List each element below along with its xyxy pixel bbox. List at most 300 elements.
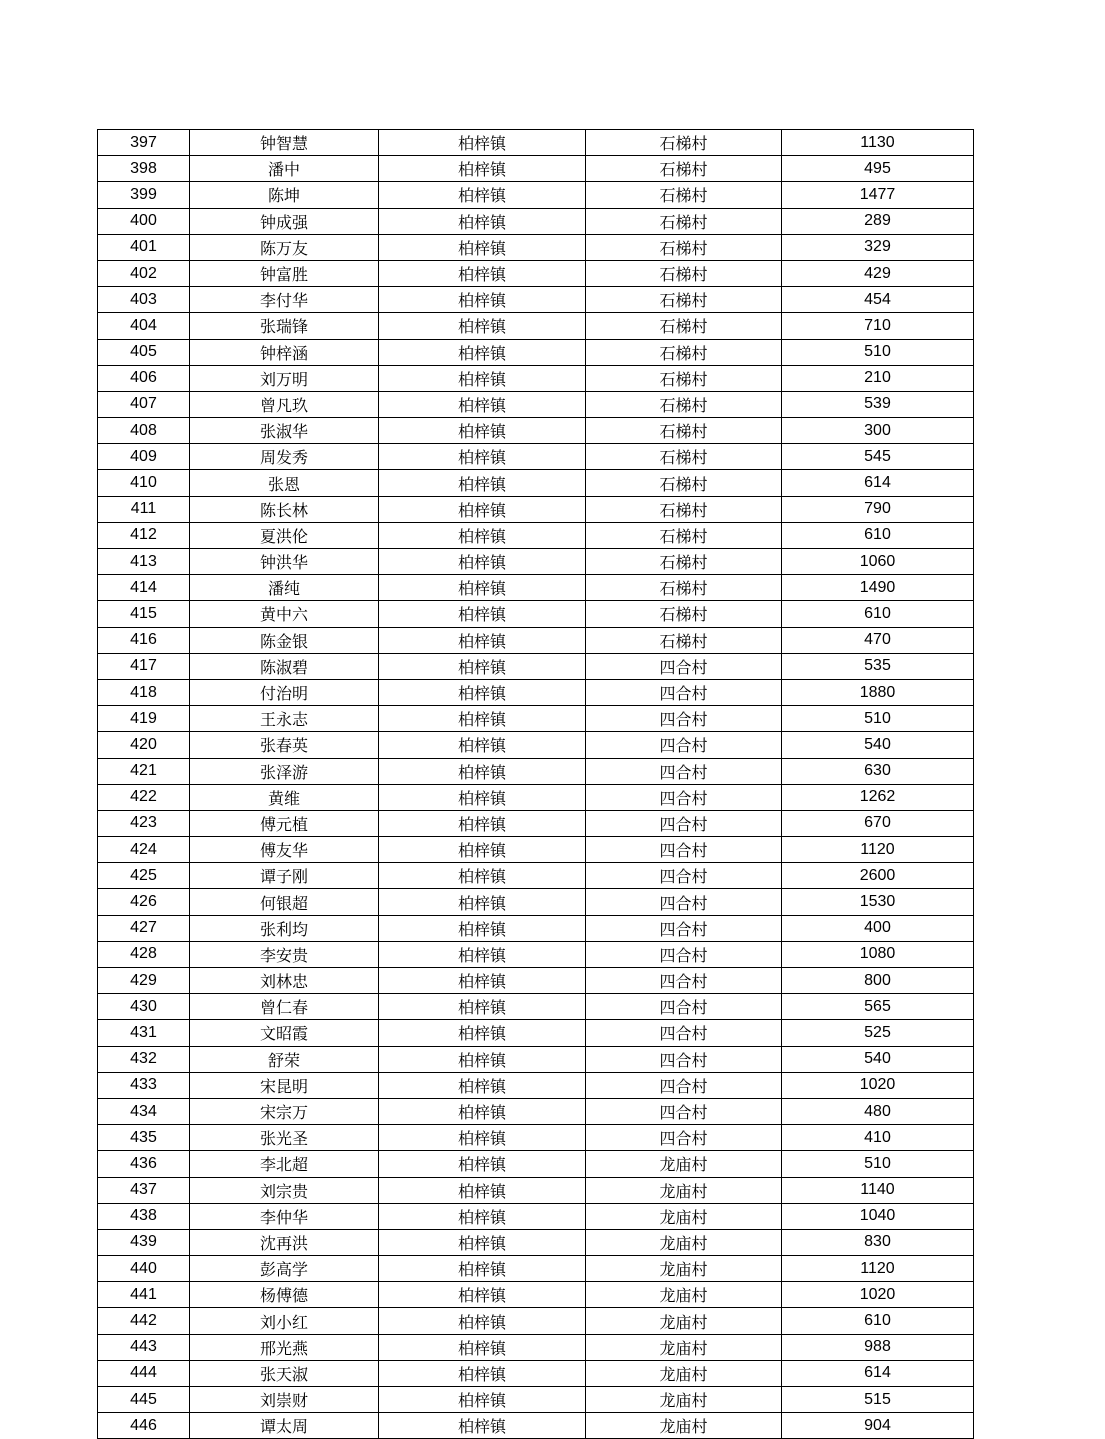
town-cell: 柏梓镇 xyxy=(379,260,586,286)
amount-cell: 1130 xyxy=(782,130,974,156)
table-row xyxy=(98,418,974,444)
village-cell: 龙庙村 xyxy=(586,1308,782,1334)
amount-cell: 1490 xyxy=(782,575,974,601)
village-cell: 四合村 xyxy=(586,1125,782,1151)
name-cell: 张天淑 xyxy=(190,1360,379,1386)
name-cell: 陈金银 xyxy=(190,627,379,653)
village-cell: 四合村 xyxy=(586,1098,782,1124)
village-cell: 四合村 xyxy=(586,915,782,941)
village-cell: 石梯村 xyxy=(586,391,782,417)
town-cell: 柏梓镇 xyxy=(379,810,586,836)
amount-cell: 289 xyxy=(782,208,974,234)
row-number-cell: 415 xyxy=(98,601,190,627)
amount-cell: 610 xyxy=(782,1308,974,1334)
table-row xyxy=(98,1360,974,1386)
name-cell: 刘宗贵 xyxy=(190,1177,379,1203)
village-cell: 石梯村 xyxy=(586,339,782,365)
data-table xyxy=(97,129,974,1439)
name-cell: 张淑华 xyxy=(190,418,379,444)
town-cell: 柏梓镇 xyxy=(379,234,586,260)
town-cell: 柏梓镇 xyxy=(379,287,586,313)
name-cell: 刘崇财 xyxy=(190,1387,379,1413)
amount-cell: 565 xyxy=(782,994,974,1020)
town-cell: 柏梓镇 xyxy=(379,1177,586,1203)
village-cell: 石梯村 xyxy=(586,549,782,575)
row-number-cell: 398 xyxy=(98,156,190,182)
name-cell: 傅元植 xyxy=(190,810,379,836)
amount-cell: 830 xyxy=(782,1229,974,1255)
table-row xyxy=(98,1151,974,1177)
row-number-cell: 413 xyxy=(98,549,190,575)
row-number-cell: 410 xyxy=(98,470,190,496)
town-cell: 柏梓镇 xyxy=(379,418,586,444)
town-cell: 柏梓镇 xyxy=(379,941,586,967)
row-number-cell: 399 xyxy=(98,182,190,208)
town-cell: 柏梓镇 xyxy=(379,496,586,522)
village-cell: 石梯村 xyxy=(586,287,782,313)
town-cell: 柏梓镇 xyxy=(379,391,586,417)
amount-cell: 510 xyxy=(782,706,974,732)
village-cell: 石梯村 xyxy=(586,156,782,182)
village-cell: 石梯村 xyxy=(586,260,782,286)
town-cell: 柏梓镇 xyxy=(379,1098,586,1124)
village-cell: 龙庙村 xyxy=(586,1282,782,1308)
village-cell: 石梯村 xyxy=(586,627,782,653)
name-cell: 陈坤 xyxy=(190,182,379,208)
row-number-cell: 403 xyxy=(98,287,190,313)
table-row xyxy=(98,496,974,522)
town-cell: 柏梓镇 xyxy=(379,863,586,889)
village-cell: 龙庙村 xyxy=(586,1203,782,1229)
village-cell: 石梯村 xyxy=(586,130,782,156)
row-number-cell: 421 xyxy=(98,758,190,784)
amount-cell: 540 xyxy=(782,732,974,758)
village-cell: 石梯村 xyxy=(586,601,782,627)
amount-cell: 710 xyxy=(782,313,974,339)
table-row xyxy=(98,130,974,156)
name-cell: 陈长林 xyxy=(190,496,379,522)
table-row xyxy=(98,1334,974,1360)
name-cell: 潘纯 xyxy=(190,575,379,601)
village-cell: 石梯村 xyxy=(586,208,782,234)
row-number-cell: 418 xyxy=(98,679,190,705)
row-number-cell: 409 xyxy=(98,444,190,470)
table-row xyxy=(98,208,974,234)
row-number-cell: 445 xyxy=(98,1387,190,1413)
name-cell: 周发秀 xyxy=(190,444,379,470)
row-number-cell: 425 xyxy=(98,863,190,889)
town-cell: 柏梓镇 xyxy=(379,208,586,234)
town-cell: 柏梓镇 xyxy=(379,1125,586,1151)
amount-cell: 545 xyxy=(782,444,974,470)
village-cell: 四合村 xyxy=(586,706,782,732)
amount-cell: 988 xyxy=(782,1334,974,1360)
amount-cell: 429 xyxy=(782,260,974,286)
village-cell: 石梯村 xyxy=(586,470,782,496)
village-cell: 四合村 xyxy=(586,758,782,784)
table-row xyxy=(98,627,974,653)
town-cell: 柏梓镇 xyxy=(379,627,586,653)
row-number-cell: 431 xyxy=(98,1020,190,1046)
name-cell: 谭太周 xyxy=(190,1413,379,1439)
name-cell: 钟智慧 xyxy=(190,130,379,156)
amount-cell: 904 xyxy=(782,1413,974,1439)
amount-cell: 454 xyxy=(782,287,974,313)
amount-cell: 800 xyxy=(782,968,974,994)
row-number-cell: 414 xyxy=(98,575,190,601)
name-cell: 张利均 xyxy=(190,915,379,941)
town-cell: 柏梓镇 xyxy=(379,889,586,915)
table-row xyxy=(98,1413,974,1439)
table-row xyxy=(98,1229,974,1255)
amount-cell: 480 xyxy=(782,1098,974,1124)
table-row xyxy=(98,653,974,679)
table-row xyxy=(98,1387,974,1413)
amount-cell: 535 xyxy=(782,653,974,679)
amount-cell: 614 xyxy=(782,1360,974,1386)
table-row xyxy=(98,941,974,967)
town-cell: 柏梓镇 xyxy=(379,994,586,1020)
row-number-cell: 406 xyxy=(98,365,190,391)
amount-cell: 1120 xyxy=(782,837,974,863)
amount-cell: 610 xyxy=(782,601,974,627)
town-cell: 柏梓镇 xyxy=(379,968,586,994)
name-cell: 付治明 xyxy=(190,679,379,705)
amount-cell: 1060 xyxy=(782,549,974,575)
amount-cell: 300 xyxy=(782,418,974,444)
amount-cell: 1020 xyxy=(782,1072,974,1098)
row-number-cell: 417 xyxy=(98,653,190,679)
amount-cell: 329 xyxy=(782,234,974,260)
name-cell: 张春英 xyxy=(190,732,379,758)
row-number-cell: 441 xyxy=(98,1282,190,1308)
town-cell: 柏梓镇 xyxy=(379,1308,586,1334)
row-number-cell: 424 xyxy=(98,837,190,863)
row-number-cell: 419 xyxy=(98,706,190,732)
name-cell: 刘小红 xyxy=(190,1308,379,1334)
table-row xyxy=(98,994,974,1020)
name-cell: 李安贵 xyxy=(190,941,379,967)
town-cell: 柏梓镇 xyxy=(379,130,586,156)
table-row xyxy=(98,732,974,758)
town-cell: 柏梓镇 xyxy=(379,1256,586,1282)
row-number-cell: 444 xyxy=(98,1360,190,1386)
name-cell: 邢光燕 xyxy=(190,1334,379,1360)
village-cell: 四合村 xyxy=(586,889,782,915)
row-number-cell: 432 xyxy=(98,1046,190,1072)
name-cell: 何银超 xyxy=(190,889,379,915)
table-row xyxy=(98,1282,974,1308)
village-cell: 四合村 xyxy=(586,653,782,679)
name-cell: 张瑞锋 xyxy=(190,313,379,339)
name-cell: 文昭霞 xyxy=(190,1020,379,1046)
name-cell: 钟梓涵 xyxy=(190,339,379,365)
town-cell: 柏梓镇 xyxy=(379,732,586,758)
amount-cell: 610 xyxy=(782,522,974,548)
town-cell: 柏梓镇 xyxy=(379,549,586,575)
village-cell: 四合村 xyxy=(586,863,782,889)
table-row xyxy=(98,1046,974,1072)
village-cell: 石梯村 xyxy=(586,496,782,522)
amount-cell: 670 xyxy=(782,810,974,836)
village-cell: 四合村 xyxy=(586,1072,782,1098)
village-cell: 龙庙村 xyxy=(586,1387,782,1413)
table-row xyxy=(98,470,974,496)
amount-cell: 515 xyxy=(782,1387,974,1413)
name-cell: 潘中 xyxy=(190,156,379,182)
row-number-cell: 400 xyxy=(98,208,190,234)
amount-cell: 210 xyxy=(782,365,974,391)
table-row xyxy=(98,810,974,836)
village-cell: 四合村 xyxy=(586,679,782,705)
row-number-cell: 439 xyxy=(98,1229,190,1255)
town-cell: 柏梓镇 xyxy=(379,339,586,365)
row-number-cell: 420 xyxy=(98,732,190,758)
amount-cell: 400 xyxy=(782,915,974,941)
table-row xyxy=(98,287,974,313)
name-cell: 宋宗万 xyxy=(190,1098,379,1124)
village-cell: 四合村 xyxy=(586,1020,782,1046)
amount-cell: 495 xyxy=(782,156,974,182)
village-cell: 四合村 xyxy=(586,732,782,758)
table-row xyxy=(98,1125,974,1151)
name-cell: 钟成强 xyxy=(190,208,379,234)
row-number-cell: 446 xyxy=(98,1413,190,1439)
row-number-cell: 412 xyxy=(98,522,190,548)
table-row xyxy=(98,365,974,391)
row-number-cell: 407 xyxy=(98,391,190,417)
row-number-cell: 397 xyxy=(98,130,190,156)
name-cell: 曾凡玖 xyxy=(190,391,379,417)
table-row xyxy=(98,156,974,182)
name-cell: 李付华 xyxy=(190,287,379,313)
village-cell: 石梯村 xyxy=(586,575,782,601)
name-cell: 刘万明 xyxy=(190,365,379,391)
village-cell: 四合村 xyxy=(586,784,782,810)
village-cell: 龙庙村 xyxy=(586,1229,782,1255)
table-row xyxy=(98,706,974,732)
name-cell: 陈万友 xyxy=(190,234,379,260)
row-number-cell: 434 xyxy=(98,1098,190,1124)
row-number-cell: 402 xyxy=(98,260,190,286)
town-cell: 柏梓镇 xyxy=(379,156,586,182)
table-row xyxy=(98,758,974,784)
village-cell: 四合村 xyxy=(586,968,782,994)
table-row xyxy=(98,313,974,339)
village-cell: 四合村 xyxy=(586,837,782,863)
village-cell: 龙庙村 xyxy=(586,1413,782,1439)
name-cell: 傅友华 xyxy=(190,837,379,863)
town-cell: 柏梓镇 xyxy=(379,1334,586,1360)
row-number-cell: 404 xyxy=(98,313,190,339)
row-number-cell: 442 xyxy=(98,1308,190,1334)
table-body xyxy=(98,130,974,1439)
town-cell: 柏梓镇 xyxy=(379,182,586,208)
amount-cell: 539 xyxy=(782,391,974,417)
amount-cell: 1040 xyxy=(782,1203,974,1229)
table-row xyxy=(98,968,974,994)
row-number-cell: 426 xyxy=(98,889,190,915)
town-cell: 柏梓镇 xyxy=(379,1046,586,1072)
name-cell: 曾仁春 xyxy=(190,994,379,1020)
town-cell: 柏梓镇 xyxy=(379,575,586,601)
row-number-cell: 428 xyxy=(98,941,190,967)
amount-cell: 510 xyxy=(782,339,974,365)
table-row xyxy=(98,444,974,470)
town-cell: 柏梓镇 xyxy=(379,522,586,548)
town-cell: 柏梓镇 xyxy=(379,837,586,863)
row-number-cell: 429 xyxy=(98,968,190,994)
name-cell: 陈淑碧 xyxy=(190,653,379,679)
name-cell: 彭高学 xyxy=(190,1256,379,1282)
amount-cell: 410 xyxy=(782,1125,974,1151)
town-cell: 柏梓镇 xyxy=(379,784,586,810)
amount-cell: 2600 xyxy=(782,863,974,889)
amount-cell: 614 xyxy=(782,470,974,496)
name-cell: 舒荣 xyxy=(190,1046,379,1072)
village-cell: 石梯村 xyxy=(586,418,782,444)
amount-cell: 470 xyxy=(782,627,974,653)
row-number-cell: 437 xyxy=(98,1177,190,1203)
town-cell: 柏梓镇 xyxy=(379,313,586,339)
amount-cell: 1530 xyxy=(782,889,974,915)
table-row xyxy=(98,339,974,365)
row-number-cell: 430 xyxy=(98,994,190,1020)
row-number-cell: 408 xyxy=(98,418,190,444)
town-cell: 柏梓镇 xyxy=(379,444,586,470)
name-cell: 王永志 xyxy=(190,706,379,732)
town-cell: 柏梓镇 xyxy=(379,679,586,705)
table-row xyxy=(98,837,974,863)
town-cell: 柏梓镇 xyxy=(379,1203,586,1229)
amount-cell: 1120 xyxy=(782,1256,974,1282)
town-cell: 柏梓镇 xyxy=(379,1413,586,1439)
town-cell: 柏梓镇 xyxy=(379,365,586,391)
village-cell: 龙庙村 xyxy=(586,1177,782,1203)
amount-cell: 1880 xyxy=(782,679,974,705)
row-number-cell: 401 xyxy=(98,234,190,260)
name-cell: 谭子刚 xyxy=(190,863,379,889)
amount-cell: 630 xyxy=(782,758,974,784)
name-cell: 黄中六 xyxy=(190,601,379,627)
amount-cell: 1262 xyxy=(782,784,974,810)
village-cell: 龙庙村 xyxy=(586,1360,782,1386)
row-number-cell: 443 xyxy=(98,1334,190,1360)
table-row xyxy=(98,234,974,260)
name-cell: 夏洪伦 xyxy=(190,522,379,548)
amount-cell: 1080 xyxy=(782,941,974,967)
table-row xyxy=(98,784,974,810)
town-cell: 柏梓镇 xyxy=(379,1151,586,1177)
row-number-cell: 440 xyxy=(98,1256,190,1282)
table-row xyxy=(98,575,974,601)
name-cell: 李北超 xyxy=(190,1151,379,1177)
village-cell: 四合村 xyxy=(586,941,782,967)
village-cell: 石梯村 xyxy=(586,365,782,391)
town-cell: 柏梓镇 xyxy=(379,601,586,627)
village-cell: 龙庙村 xyxy=(586,1151,782,1177)
town-cell: 柏梓镇 xyxy=(379,915,586,941)
table-row xyxy=(98,915,974,941)
name-cell: 宋昆明 xyxy=(190,1072,379,1098)
table-row xyxy=(98,549,974,575)
row-number-cell: 436 xyxy=(98,1151,190,1177)
table-row xyxy=(98,1177,974,1203)
name-cell: 李仲华 xyxy=(190,1203,379,1229)
row-number-cell: 416 xyxy=(98,627,190,653)
row-number-cell: 411 xyxy=(98,496,190,522)
village-cell: 四合村 xyxy=(586,810,782,836)
name-cell: 张恩 xyxy=(190,470,379,496)
name-cell: 沈再洪 xyxy=(190,1229,379,1255)
town-cell: 柏梓镇 xyxy=(379,470,586,496)
village-cell: 石梯村 xyxy=(586,522,782,548)
name-cell: 张泽游 xyxy=(190,758,379,784)
name-cell: 黄维 xyxy=(190,784,379,810)
row-number-cell: 435 xyxy=(98,1125,190,1151)
amount-cell: 1020 xyxy=(782,1282,974,1308)
name-cell: 杨傅德 xyxy=(190,1282,379,1308)
amount-cell: 1477 xyxy=(782,182,974,208)
name-cell: 钟洪华 xyxy=(190,549,379,575)
town-cell: 柏梓镇 xyxy=(379,653,586,679)
table-row xyxy=(98,679,974,705)
table-row xyxy=(98,182,974,208)
town-cell: 柏梓镇 xyxy=(379,706,586,732)
amount-cell: 525 xyxy=(782,1020,974,1046)
village-cell: 石梯村 xyxy=(586,313,782,339)
table-row xyxy=(98,1072,974,1098)
row-number-cell: 427 xyxy=(98,915,190,941)
town-cell: 柏梓镇 xyxy=(379,1387,586,1413)
table-row xyxy=(98,1020,974,1046)
table-row xyxy=(98,863,974,889)
amount-cell: 790 xyxy=(782,496,974,522)
table-row xyxy=(98,391,974,417)
row-number-cell: 405 xyxy=(98,339,190,365)
table-row xyxy=(98,522,974,548)
amount-cell: 540 xyxy=(782,1046,974,1072)
town-cell: 柏梓镇 xyxy=(379,1282,586,1308)
town-cell: 柏梓镇 xyxy=(379,1020,586,1046)
row-number-cell: 423 xyxy=(98,810,190,836)
table-row xyxy=(98,1308,974,1334)
town-cell: 柏梓镇 xyxy=(379,1360,586,1386)
village-cell: 石梯村 xyxy=(586,444,782,470)
row-number-cell: 422 xyxy=(98,784,190,810)
table-row xyxy=(98,1098,974,1124)
village-cell: 石梯村 xyxy=(586,234,782,260)
village-cell: 龙庙村 xyxy=(586,1334,782,1360)
town-cell: 柏梓镇 xyxy=(379,1229,586,1255)
row-number-cell: 433 xyxy=(98,1072,190,1098)
name-cell: 张光圣 xyxy=(190,1125,379,1151)
amount-cell: 510 xyxy=(782,1151,974,1177)
row-number-cell: 438 xyxy=(98,1203,190,1229)
table-row xyxy=(98,260,974,286)
name-cell: 钟富胜 xyxy=(190,260,379,286)
name-cell: 刘林忠 xyxy=(190,968,379,994)
village-cell: 四合村 xyxy=(586,1046,782,1072)
town-cell: 柏梓镇 xyxy=(379,1072,586,1098)
village-cell: 龙庙村 xyxy=(586,1256,782,1282)
village-cell: 四合村 xyxy=(586,994,782,1020)
table-row xyxy=(98,1256,974,1282)
village-cell: 石梯村 xyxy=(586,182,782,208)
table-row xyxy=(98,1203,974,1229)
table-row xyxy=(98,601,974,627)
amount-cell: 1140 xyxy=(782,1177,974,1203)
